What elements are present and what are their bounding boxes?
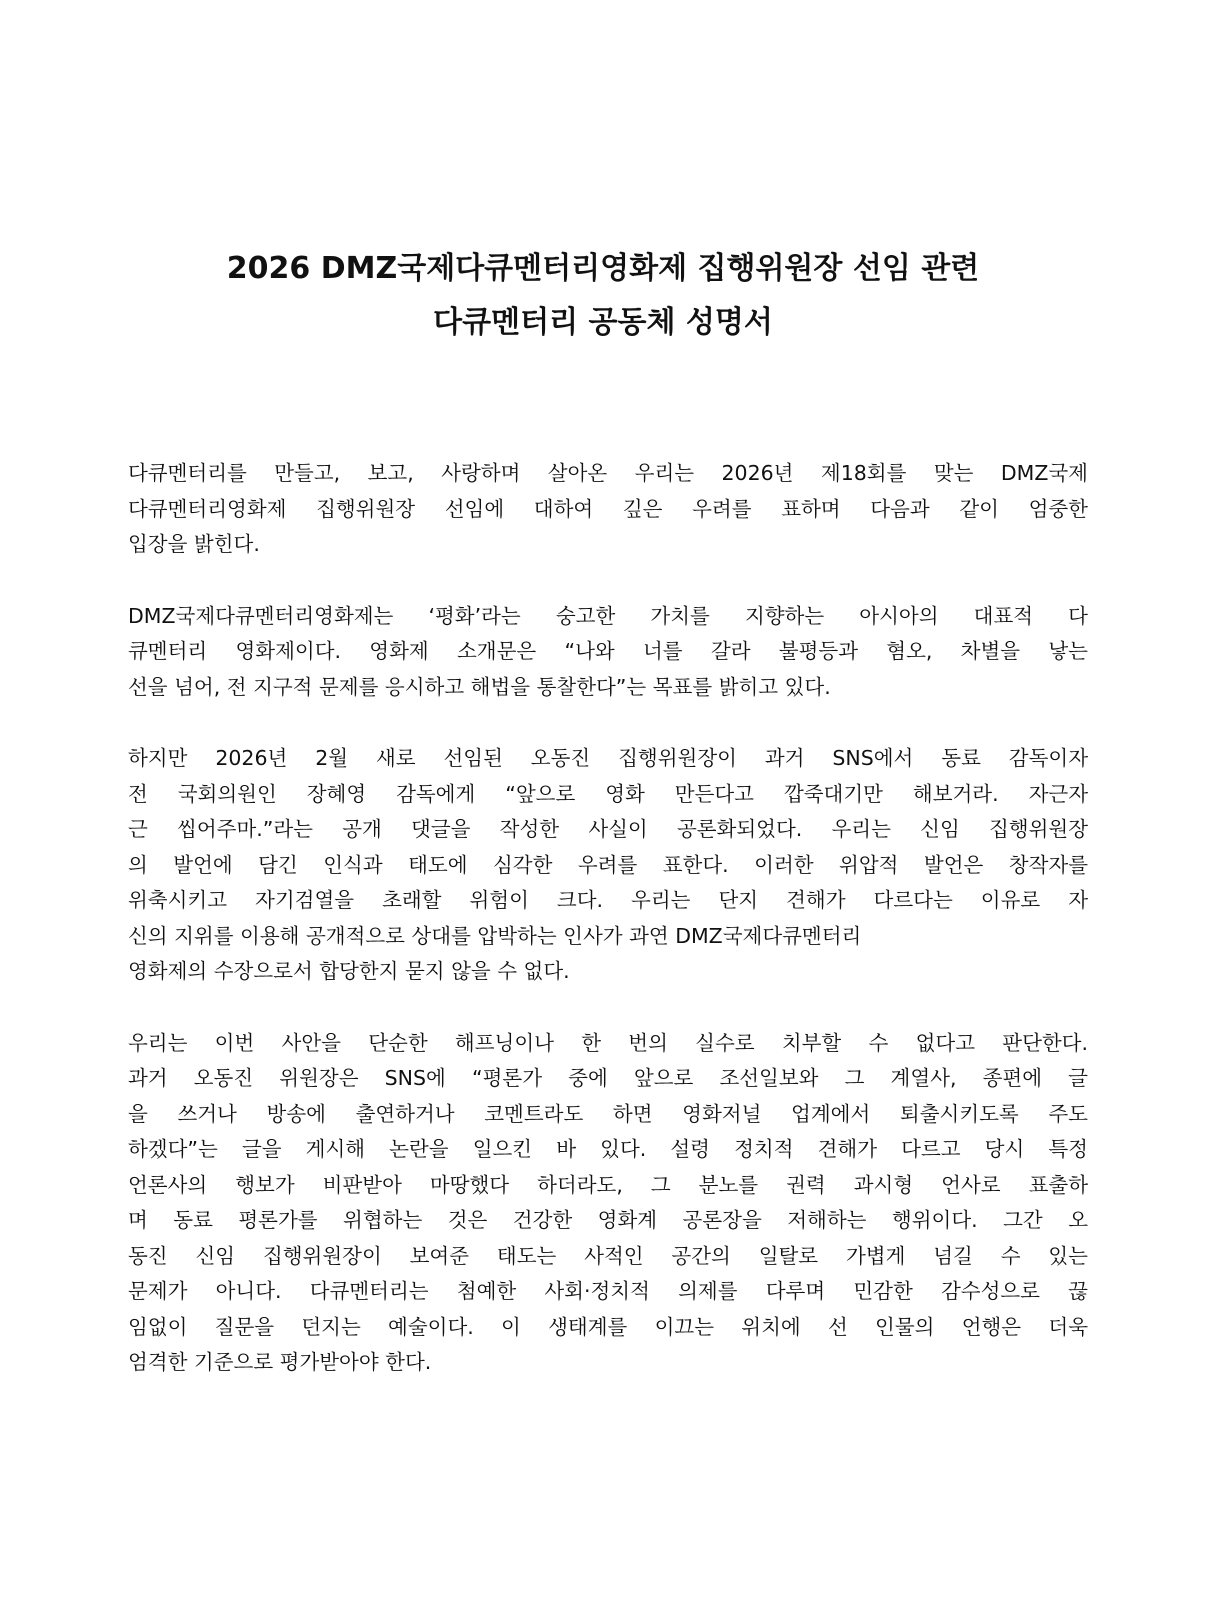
- text-line: 전 국회의원인 장혜영 감독에게 “앞으로 영화 만든다고 깝죽대기만 해보거라. 자근자: [128, 781, 1088, 806]
- text-line: DMZ국제다큐멘터리영화제는 ‘평화’라는 숭고한 가치를 지향하는 아시아의 대표적 다: [128, 603, 1088, 628]
- paragraph-judgement: [128, 1026, 1088, 1381]
- text-line: 을 쓰거나 방송에 출연하거나 코멘트라도 하면 영화저널 업계에서 퇴출시키도록 주도: [128, 1101, 1088, 1126]
- text-line: 영화제의 수장으로서 합당한지 묻지 않을 수 없다.: [128, 959, 570, 983]
- title-line-2: 다큐멘터리 공동체 성명서: [433, 305, 773, 340]
- text-line: 입장을 밝힌다.: [128, 532, 260, 556]
- text-line: 우리는 이번 사안을 단순한 해프닝이나 한 번의 실수로 치부할 수 없다고 판단한다.: [128, 1030, 1088, 1055]
- text-line: 의 발언에 담긴 인식과 태도에 심각한 우려를 표한다. 이러한 위압적 발언은 창작자를: [128, 852, 1088, 877]
- text-line: 위축시키고 자기검열을 초래할 위험이 크다. 우리는 단지 견해가 다르다는 이유로 자: [128, 888, 1088, 912]
- text-line: 다큐멘터리를 만들고, 보고, 사랑하며 살아온 우리는 2026년 제18회를 맞는 DMZ국제: [128, 461, 1088, 485]
- text-line: 임없이 질문을 던지는 예술이다. 이 생태계를 이끄는 위치에 선 인물의 언행은 더욱: [128, 1314, 1088, 1339]
- text-line: 과거 오동진 위원장은 SNS에 “평론가 중에 앞으로 조선일보와 그 계열사, 종편에 글: [128, 1066, 1088, 1090]
- text-line: 동진 신임 집행위원장이 보여준 태도는 사적인 공간의 일탈로 가볍게 넘길 수 있는: [128, 1243, 1088, 1268]
- text-line: 며 동료 평론가를 위협하는 것은 건강한 영화계 공론장을 저해하는 행위이다. 그간 오: [128, 1208, 1088, 1232]
- text-line: 선을 넘어, 전 지구적 문제를 응시하고 해법을 통찰한다”는 목표를 밝히고 있다.: [128, 674, 831, 699]
- text-line: 언론사의 행보가 비판받아 마땅했다 하더라도, 그 분노를 권력 과시형 언사로 표출하: [128, 1172, 1088, 1197]
- title-line-1: 2026 DMZ국제다큐멘터리영화제 집행위원장 선임 관련: [226, 251, 980, 286]
- paragraph-intro: [128, 456, 1088, 563]
- text-line: 큐멘터리 영화제이다. 영화제 소개문은 “나와 너를 갈라 불평등과 혐오, 차별을 낳는: [128, 639, 1088, 663]
- text-line: 하겠다”는 글을 게시해 논란을 일으킨 바 있다. 설령 정치적 견해가 다르고 당시 특정: [128, 1137, 1088, 1161]
- text-line: 신의 지위를 이용해 공개적으로 상대를 압박하는 인사가 과연 DMZ국제다큐멘터리: [128, 923, 862, 948]
- paragraph-concern: [128, 741, 1088, 990]
- statement-body: [128, 456, 1088, 1417]
- text-line: 문제가 아니다. 다큐멘터리는 첨예한 사회·정치적 의제를 다루며 민감한 감수성으로 끊: [128, 1279, 1088, 1303]
- statement-title: [0, 242, 1206, 350]
- text-line: 하지만 2026년 2월 새로 선임된 오동진 집행위원장이 과거 SNS에서 동료 감독이자: [128, 746, 1088, 770]
- text-line: 근 씹어주마.”라는 공개 댓글을 작성한 사실이 공론화되었다. 우리는 신임 집행위원장: [128, 817, 1088, 841]
- paragraph-festival-mission: [128, 599, 1088, 706]
- text-line: 엄격한 기준으로 평가받아야 한다.: [128, 1350, 432, 1374]
- text-line: 다큐멘터리영화제 집행위원장 선임에 대하여 깊은 우려를 표하며 다음과 같이 엄중한: [128, 496, 1088, 521]
